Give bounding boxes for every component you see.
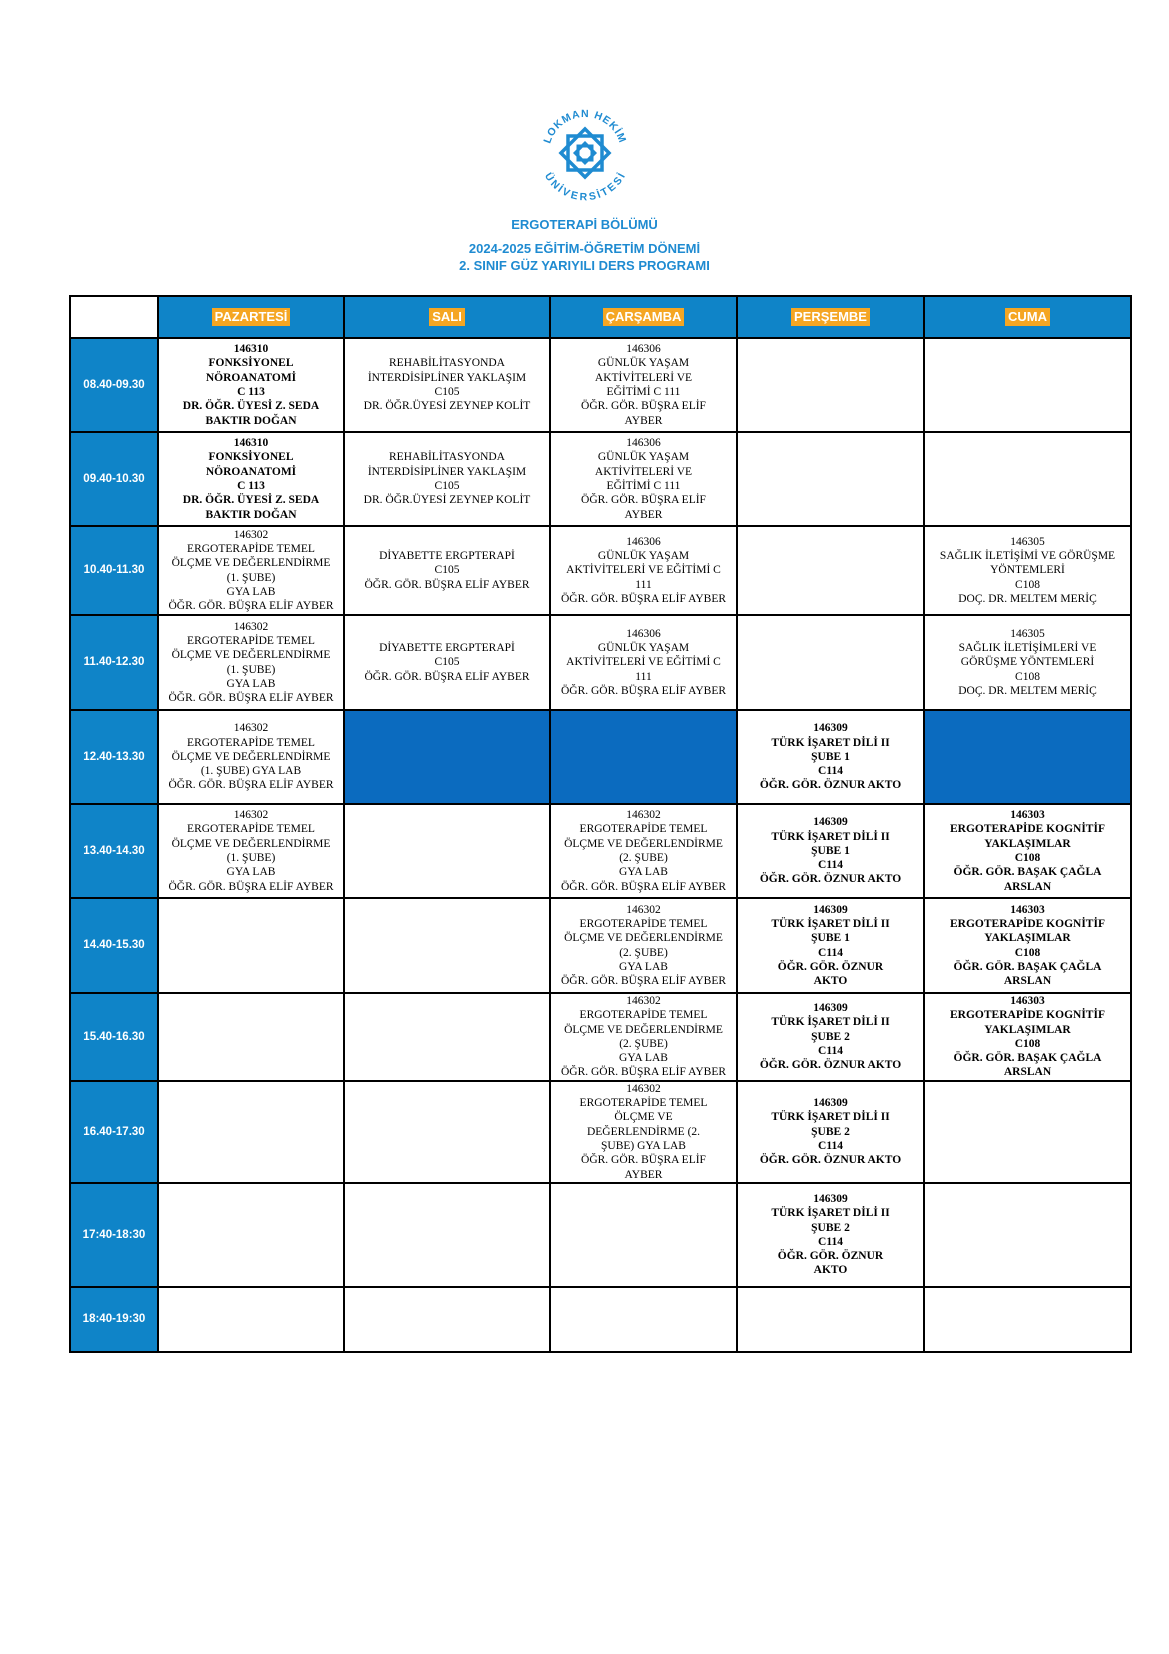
course-line: ÖĞR. GÖR. BÜŞRA ELİF AYBER	[168, 779, 334, 792]
course-line: AYBER	[624, 414, 663, 427]
day-label: CUMA	[1005, 308, 1050, 326]
time-slot-label: 14.40-15.30	[70, 898, 158, 993]
time-slot-label: 15.40-16.30	[70, 993, 158, 1081]
empty-cell	[737, 526, 924, 615]
course-line: GYA LAB	[226, 677, 276, 690]
empty-cell	[550, 1287, 737, 1352]
course-line: 146309	[813, 1002, 848, 1015]
course-line: DR. ÖĞR. ÜYESİ Z. SEDA	[182, 494, 320, 507]
course-cell	[158, 338, 344, 432]
empty-cell	[158, 898, 344, 993]
course-line: TÜRK İŞARET DİLİ II	[771, 736, 890, 749]
course-cell	[344, 615, 550, 710]
empty-cell	[158, 1183, 344, 1287]
course-line: 146309	[813, 722, 848, 735]
course-line: ÖĞR. GÖR. BÜŞRA ELİF AYBER	[560, 1066, 727, 1079]
empty-cell	[344, 1287, 550, 1352]
time-slot-row	[70, 1183, 1131, 1287]
time-slot-row	[70, 898, 1131, 993]
course-cell	[344, 432, 550, 526]
course-cell	[924, 993, 1131, 1081]
course-line: C108	[1014, 852, 1041, 864]
day-header	[550, 296, 737, 338]
course-line: REHABİLİTASYONDA	[389, 357, 505, 370]
course-cell	[158, 710, 344, 804]
blocked-cell	[924, 710, 1131, 804]
schedule-table	[69, 295, 1132, 1353]
course-cell	[924, 804, 1131, 898]
course-line: C108	[1014, 946, 1041, 959]
course-cell	[344, 338, 550, 432]
time-slot-label: 10.40-11.30	[70, 526, 158, 615]
course-line: C105	[434, 564, 460, 577]
time-slot-row	[70, 526, 1131, 615]
time-slot-row	[70, 804, 1131, 898]
course-line: C114	[818, 1045, 843, 1058]
course-line: AKTO	[813, 1264, 848, 1277]
course-line: (1. ŞUBE) GYA LAB	[200, 765, 302, 778]
course-line: GYA LAB	[619, 960, 668, 973]
course-line: DİYABETTE ERGPTERAPİ	[379, 642, 515, 655]
course-line: ERGOTERAPİDE TEMEL	[579, 1097, 708, 1110]
course-cell	[158, 526, 344, 615]
course-line: 146302	[626, 903, 661, 916]
course-line: NÖROANATOMİ	[205, 465, 297, 478]
course-line: 146306	[626, 535, 661, 548]
course-line: GÜNLÜK YAŞAM	[597, 550, 690, 563]
course-line: C 113	[237, 386, 265, 398]
course-line: 146309	[813, 1097, 848, 1110]
course-line: ŞUBE 1	[811, 932, 850, 945]
course-line: İNTERDİSİPLİNER YAKLAŞIM	[367, 465, 527, 478]
course-cell	[550, 338, 737, 432]
course-line: GÜNLÜK YAŞAM	[597, 451, 690, 464]
day-header	[737, 296, 924, 338]
empty-cell	[924, 432, 1131, 526]
course-line: ÖLÇME VE DEĞERLENDİRME	[171, 649, 331, 662]
course-line: DİYABETTE ERGPTERAPİ	[379, 550, 515, 563]
course-line: ERGOTERAPİDE TEMEL	[187, 736, 315, 749]
day-header	[158, 296, 344, 338]
course-line: ŞUBE 2	[811, 1125, 850, 1138]
course-line: TÜRK İŞARET DİLİ II	[771, 1016, 890, 1029]
course-line: ARSLAN	[1003, 880, 1052, 893]
course-line: ÖĞR. GÖR. BÜŞRA ELİF AYBER	[560, 684, 727, 697]
course-line: ÖLÇME VE DEĞERLENDİRME	[171, 557, 331, 570]
logo-text-top: LOKMAN HEKİM	[541, 107, 629, 146]
course-line: ÖĞR. GÖR. BÜŞRA ELİF AYBER	[168, 692, 334, 705]
course-cell	[924, 898, 1131, 993]
empty-cell	[344, 993, 550, 1081]
course-cell	[550, 804, 737, 898]
course-line: AYBER	[624, 1168, 663, 1181]
course-line: (2. ŞUBE)	[619, 1037, 668, 1050]
empty-cell	[550, 1183, 737, 1287]
course-line: (1. ŞUBE)	[226, 852, 276, 864]
course-line: ÖĞR. GÖR. BÜŞRA ELİF AYBER	[560, 880, 727, 893]
course-cell	[158, 615, 344, 710]
course-line: AKTO	[813, 975, 848, 988]
course-cell	[737, 804, 924, 898]
course-line: ÖĞR. GÖR. ÖZNUR AKTO	[759, 779, 902, 792]
course-line: ÖLÇME VE	[614, 1111, 673, 1124]
course-line: ŞUBE 2	[811, 1221, 850, 1234]
course-line: ÖĞR. GÖR. BÜŞRA ELİF	[581, 1154, 706, 1167]
course-line: ŞUBE) GYA LAB	[601, 1139, 686, 1152]
course-cell	[737, 1183, 924, 1287]
course-line: 146310	[233, 343, 269, 356]
course-line: ERGOTERAPİDE TEMEL	[579, 1009, 708, 1022]
course-line: (1. ŞUBE)	[226, 663, 276, 676]
course-cell	[550, 615, 737, 710]
course-line: 146306	[626, 343, 661, 356]
course-line: BAKTIR DOĞAN	[205, 508, 297, 521]
course-line: AKTİVİTELERİ VE EĞİTİMİ C	[566, 564, 721, 577]
course-line: C105	[434, 480, 460, 492]
day-header-row	[70, 296, 1131, 338]
course-line: AYBER	[624, 508, 663, 521]
day-label: SALI	[429, 308, 465, 326]
course-cell	[550, 1081, 737, 1183]
course-line: GYA LAB	[226, 866, 276, 879]
day-label: PAZARTESİ	[212, 308, 291, 326]
empty-cell	[344, 804, 550, 898]
course-line: GÜNLÜK YAŞAM	[597, 642, 690, 655]
course-line: 146309	[813, 903, 848, 916]
term-title: 2024-2025 EĞİTİM-ÖĞRETİM DÖNEMİ	[468, 241, 701, 256]
course-line: GYA LAB	[226, 585, 276, 598]
course-line: İNTERDİSİPLİNER YAKLAŞIM	[367, 371, 527, 384]
course-line: 146302	[626, 809, 661, 822]
time-slot-label: 13.40-14.30	[70, 804, 158, 898]
course-line: GYA LAB	[619, 866, 668, 879]
course-line: C114	[818, 946, 843, 959]
day-header	[344, 296, 550, 338]
course-line: 146302	[626, 995, 661, 1007]
time-slot-row	[70, 1287, 1131, 1352]
course-line: 146303	[1010, 809, 1045, 822]
course-line: ÖĞR. GÖR. ÖZNUR AKTO	[759, 1154, 902, 1167]
time-slot-label: 18:40-19:30	[70, 1287, 158, 1352]
course-cell	[550, 526, 737, 615]
course-line: ÖLÇME VE DEĞERLENDİRME	[564, 932, 723, 945]
time-slot-label: 09.40-10.30	[70, 432, 158, 526]
course-line: C114	[818, 859, 843, 872]
empty-cell	[158, 1081, 344, 1183]
course-line: ÖĞR. GÖR. BÜŞRA ELİF	[581, 494, 706, 507]
course-cell	[737, 1081, 924, 1183]
course-line: ÖĞR. GÖR. BAŞAK ÇAĞLA	[953, 960, 1102, 973]
course-line: GYA LAB	[619, 1052, 668, 1065]
course-line: (2. ŞUBE)	[619, 852, 668, 864]
empty-cell	[158, 1287, 344, 1352]
course-line: 111	[635, 670, 652, 683]
course-line: DEĞERLENDİRME (2.	[586, 1125, 701, 1138]
course-line: ÖĞR. GÖR. BÜŞRA ELİF AYBER	[364, 578, 530, 591]
corner-cell	[70, 296, 158, 338]
course-cell	[158, 432, 344, 526]
course-line: C114	[818, 1235, 843, 1248]
course-line: 146309	[813, 816, 848, 829]
course-line: ÖLÇME VE DEĞERLENDİRME	[171, 837, 331, 850]
course-line: TÜRK İŞARET DİLİ II	[771, 1111, 890, 1124]
course-line: 146302	[626, 1082, 661, 1095]
course-line: 146302	[233, 620, 269, 633]
time-slot-row	[70, 710, 1131, 804]
time-slot-row	[70, 615, 1131, 710]
course-line: 146305	[1010, 535, 1045, 548]
time-slot-row	[70, 338, 1131, 432]
course-cell	[737, 710, 924, 804]
course-line: (2. ŞUBE)	[619, 946, 668, 959]
course-line: AKTİVİTELERİ VE EĞİTİMİ C	[566, 656, 721, 669]
course-line: BAKTIR DOĞAN	[205, 414, 297, 427]
course-line: AKTİVİTELERİ VE	[594, 465, 693, 478]
time-slot-label: 16.40-17.30	[70, 1081, 158, 1183]
course-line: SAĞLIK İLETİŞİMİ VE GÖRÜŞME	[939, 550, 1116, 563]
course-line: SAĞLIK İLETİŞİMLERİ VE	[958, 642, 1097, 655]
course-line: C 113	[237, 480, 265, 492]
course-line: ÖĞR. GÖR. BÜŞRA ELİF AYBER	[560, 592, 727, 605]
course-line: ÖĞR. GÖR. ÖZNUR	[777, 1250, 884, 1263]
course-line: 146310	[233, 437, 269, 450]
course-line: ÖĞR. GÖR. ÖZNUR AKTO	[759, 1059, 902, 1072]
course-line: DR. ÖĞR.ÜYESİ ZEYNEP KOLİT	[363, 400, 531, 413]
course-cell	[550, 898, 737, 993]
course-line: ERGOTERAPİDE TEMEL	[579, 823, 708, 836]
course-cell	[550, 432, 737, 526]
day-header	[924, 296, 1131, 338]
empty-cell	[158, 993, 344, 1081]
course-cell	[924, 615, 1131, 710]
course-line: ÖĞR. GÖR. BÜŞRA ELİF AYBER	[168, 880, 334, 893]
department-title: ERGOTERAPİ BÖLÜMÜ	[511, 217, 658, 232]
course-line: ÖĞR. GÖR. BAŞAK ÇAĞLA	[953, 866, 1102, 879]
course-line: ÖLÇME VE DEĞERLENDİRME	[564, 1023, 723, 1036]
course-line: ÖĞR. GÖR. ÖZNUR AKTO	[759, 873, 902, 886]
course-line: C108	[1015, 578, 1040, 591]
course-line: YAKLAŞIMLAR	[984, 1023, 1071, 1036]
course-line: ŞUBE 2	[811, 1030, 850, 1043]
day-label: PERŞEMBE	[791, 308, 870, 326]
empty-cell	[924, 1081, 1131, 1183]
course-line: C105	[434, 656, 460, 669]
empty-cell	[737, 338, 924, 432]
course-line: 146305	[1010, 627, 1045, 640]
course-line: ÖLÇME VE DEĞERLENDİRME	[171, 750, 331, 763]
course-line: FONKSİYONEL	[208, 357, 294, 370]
course-line: 146302	[233, 809, 269, 822]
course-cell	[344, 526, 550, 615]
course-line: C114	[818, 1139, 843, 1152]
course-line: 146306	[626, 627, 661, 640]
course-line: DOÇ. DR. MELTEM MERİÇ	[958, 592, 1097, 605]
course-line: EĞİTİMİ C 111	[606, 386, 681, 398]
course-line: ŞUBE 1	[811, 844, 850, 857]
course-line: 146302	[233, 722, 269, 735]
time-slot-label: 17:40-18:30	[70, 1183, 158, 1287]
course-line: DOÇ. DR. MELTEM MERİÇ	[958, 684, 1097, 697]
university-logo	[537, 105, 633, 201]
course-line: ÖĞR. GÖR. BÜŞRA ELİF AYBER	[168, 600, 334, 613]
empty-cell	[344, 1081, 550, 1183]
course-line: 146303	[1010, 903, 1045, 916]
course-cell	[737, 993, 924, 1081]
course-line: ARSLAN	[1003, 1066, 1052, 1079]
course-line: TÜRK İŞARET DİLİ II	[771, 830, 890, 843]
blocked-cell	[550, 710, 737, 804]
course-line: YAKLAŞIMLAR	[984, 932, 1071, 945]
course-line: 111	[635, 578, 652, 591]
course-line: ÖĞR. GÖR. BÜŞRA ELİF AYBER	[560, 975, 727, 988]
course-line: NÖROANATOMİ	[205, 371, 297, 384]
course-line: C105	[434, 386, 460, 398]
time-slot-label: 11.40-12.30	[70, 615, 158, 710]
course-line: ARSLAN	[1003, 975, 1052, 988]
course-line: GÖRÜŞME YÖNTEMLERİ	[960, 656, 1095, 669]
course-line: ERGOTERAPİDE KOGNİTİF	[950, 1009, 1105, 1022]
empty-cell	[737, 432, 924, 526]
course-line: REHABİLİTASYONDA	[389, 451, 505, 464]
empty-cell	[924, 338, 1131, 432]
course-line: ERGOTERAPİDE TEMEL	[579, 917, 708, 930]
time-slot-row	[70, 1081, 1131, 1183]
time-slot-row	[70, 432, 1131, 526]
course-cell	[737, 898, 924, 993]
course-line: ÖLÇME VE DEĞERLENDİRME	[564, 837, 723, 850]
course-line: ERGOTERAPİDE TEMEL	[187, 542, 315, 555]
course-line: ÖĞR. GÖR. BAŞAK ÇAĞLA	[953, 1052, 1102, 1065]
time-slot-row	[70, 993, 1131, 1081]
course-line: C108	[1015, 670, 1040, 683]
course-line: YAKLAŞIMLAR	[984, 837, 1071, 850]
course-line: AKTİVİTELERİ VE	[594, 371, 693, 384]
course-line: C108	[1014, 1037, 1041, 1050]
course-line: GÜNLÜK YAŞAM	[597, 357, 690, 370]
empty-cell	[737, 615, 924, 710]
course-line: ŞUBE 1	[811, 750, 850, 763]
course-line: 146306	[626, 437, 661, 450]
empty-cell	[344, 1183, 550, 1287]
course-line: 146302	[233, 528, 269, 541]
course-line: ERGOTERAPİDE KOGNİTİF	[950, 823, 1105, 836]
course-cell	[924, 526, 1131, 615]
course-line: TÜRK İŞARET DİLİ II	[771, 917, 890, 930]
course-line: 146309	[813, 1192, 848, 1205]
course-cell	[550, 993, 737, 1081]
course-line: 146303	[1010, 995, 1045, 1007]
course-line: ERGOTERAPİDE TEMEL	[187, 823, 315, 836]
course-line: EĞİTİMİ C 111	[606, 480, 681, 492]
course-line: (1. ŞUBE)	[226, 571, 276, 584]
empty-cell	[737, 1287, 924, 1352]
empty-cell	[924, 1287, 1131, 1352]
time-slot-label: 12.40-13.30	[70, 710, 158, 804]
course-line: ERGOTERAPİDE KOGNİTİF	[950, 917, 1105, 930]
course-line: DR. ÖĞR. ÜYESİ Z. SEDA	[182, 400, 320, 413]
course-line: FONKSİYONEL	[208, 451, 294, 464]
day-label: ÇARŞAMBA	[603, 308, 685, 326]
time-slot-label: 08.40-09.30	[70, 338, 158, 432]
logo-text-bottom: ÜNİVERSİTESİ	[541, 170, 629, 201]
program-title: 2. SINIF GÜZ YARIYILI DERS PROGRAMI	[459, 258, 710, 273]
course-line: ÖĞR. GÖR. BÜŞRA ELİF	[581, 400, 706, 413]
blocked-cell	[344, 710, 550, 804]
course-line: YÖNTEMLERİ	[990, 564, 1065, 577]
course-line: C114	[818, 765, 843, 778]
empty-cell	[924, 1183, 1131, 1287]
course-line: DR. ÖĞR.ÜYESİ ZEYNEP KOLİT	[363, 494, 531, 507]
course-line: TÜRK İŞARET DİLİ II	[771, 1207, 890, 1220]
course-line: ÖĞR. GÖR. BÜŞRA ELİF AYBER	[364, 670, 530, 683]
course-cell	[158, 804, 344, 898]
course-line: ERGOTERAPİDE TEMEL	[187, 634, 315, 647]
empty-cell	[344, 898, 550, 993]
course-line: ÖĞR. GÖR. ÖZNUR	[777, 960, 884, 973]
